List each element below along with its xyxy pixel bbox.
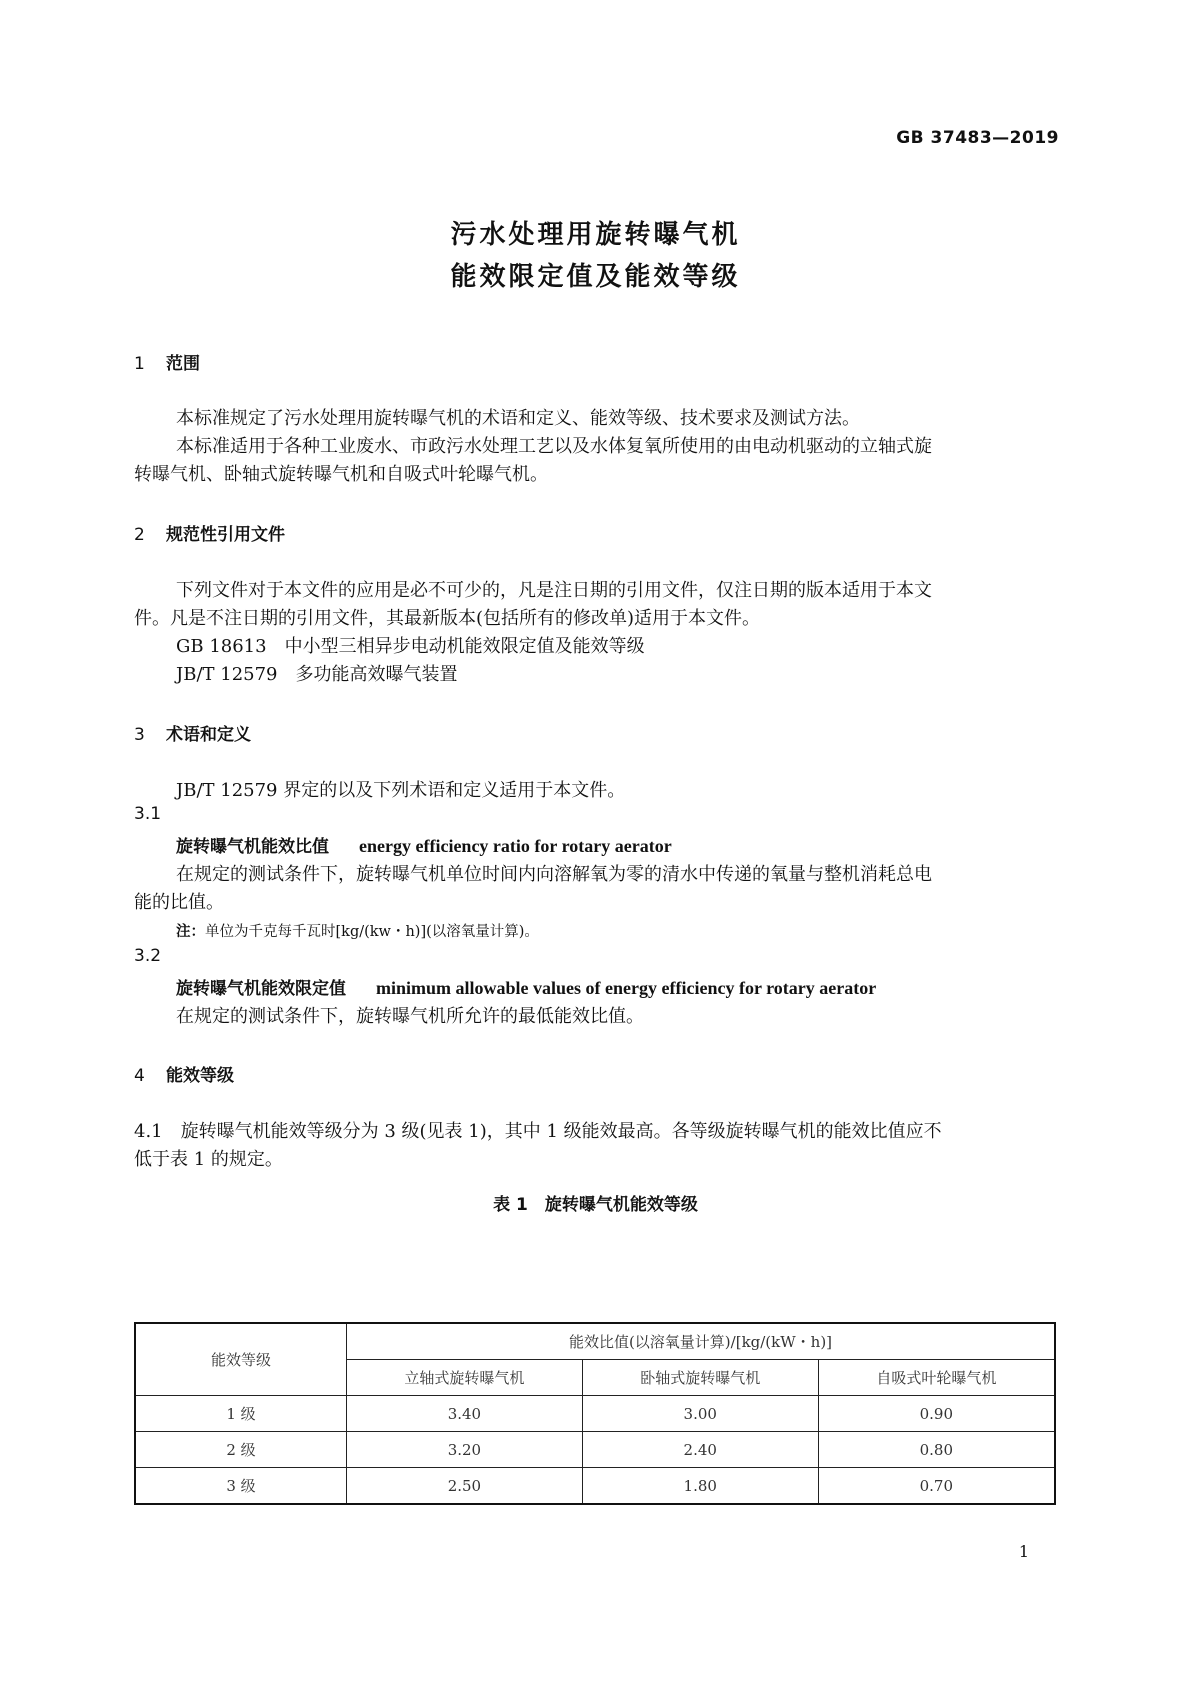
value-cell: 0.80 (818, 1432, 1055, 1468)
section-heading-2 (134, 520, 285, 545)
value-cell: 3.20 (347, 1432, 583, 1468)
grade-cell: 2 级 (135, 1432, 347, 1468)
document-title-line2: 能效限定值及能效等级 (450, 262, 741, 292)
table-row (135, 1432, 1055, 1468)
clause-4-1: 4.1 旋转曝气机能效等级分为 3 级(见表 1)，其中 1 级能效最高。各等级旋转曝气机的能效比值应不 (134, 1121, 942, 1142)
value-cell: 0.70 (818, 1468, 1055, 1505)
table-caption: 表 1 旋转曝气机能效等级 (493, 1195, 698, 1215)
value-cell: 0.90 (818, 1396, 1055, 1432)
note (176, 920, 539, 941)
section-title: 规范性引用文件 (166, 525, 285, 545)
header-col-cell: 立轴式旋转曝气机 (347, 1360, 583, 1396)
page-number: 1 (1018, 1542, 1029, 1561)
value-cell: 2.40 (582, 1432, 818, 1468)
section-heading-3 (134, 720, 251, 745)
value-cell: 2.50 (347, 1468, 583, 1505)
table-row (135, 1396, 1055, 1432)
term-zh: 旋转曝气机能效限定值 (176, 979, 346, 999)
document-title-line1: 污水处理用旋转曝气机 (450, 220, 741, 250)
value-cell: 1.80 (582, 1468, 818, 1505)
paragraph: 下列文件对于本文件的应用是必不可少的，凡是注日期的引用文件，仅注日期的版本适用于本文 (176, 580, 932, 601)
section-number: 2 (134, 525, 145, 545)
term-definition: 在规定的测试条件下，旋转曝气机所允许的最低能效比值。 (176, 1006, 644, 1027)
term-zh: 旋转曝气机能效比值 (176, 837, 329, 857)
section-number: 1 (134, 354, 145, 374)
section-heading-4 (134, 1061, 234, 1086)
grade-cell: 3 级 (135, 1468, 347, 1505)
note-label: 注： (176, 924, 205, 940)
section-title: 术语和定义 (166, 725, 251, 745)
paragraph: 本标准规定了污水处理用旋转曝气机的术语和定义、能效等级、技术要求及测试方法。 (176, 408, 860, 429)
value-cell: 3.40 (347, 1396, 583, 1432)
paragraph: 本标准适用于各种工业废水、市政污水处理工艺以及水体复氧所使用的由电动机驱动的立轴式旋 (176, 436, 932, 457)
paragraph-continuation: 低于表 1 的规定。 (134, 1149, 283, 1170)
normative-reference: GB 18613 中小型三相异步电动机能效限定值及能效等级 (176, 636, 645, 657)
term-number: 3.2 (134, 946, 162, 966)
section-heading-1 (134, 349, 200, 374)
paragraph-continuation: 转曝气机、卧轴式旋转曝气机和自吸式叶轮曝气机。 (134, 464, 548, 485)
note-text: 单位为千克每千瓦时[kg/(kw・h)](以溶氧量计算)。 (205, 924, 539, 940)
paragraph-continuation: 件。凡是不注日期的引用文件，其最新版本(包括所有的修改单)适用于本文件。 (134, 608, 761, 629)
term-entry (176, 974, 876, 999)
term-en: minimum allowable values of energy efficiency for rotary aerator (376, 978, 877, 998)
section-title: 范围 (166, 354, 200, 374)
table-row (135, 1468, 1055, 1505)
normative-reference: JB/T 12579 多功能高效曝气装置 (176, 664, 458, 685)
term-number: 3.1 (134, 804, 162, 824)
standard-number: GB 37483—2019 (896, 128, 1059, 148)
table-header-row (135, 1323, 1055, 1360)
term-definition-continuation: 能的比值。 (134, 892, 224, 913)
header-grade-cell: 能效等级 (135, 1323, 347, 1396)
section-title: 能效等级 (166, 1066, 234, 1086)
term-entry (176, 832, 672, 857)
header-col-cell: 自吸式叶轮曝气机 (818, 1360, 1055, 1396)
term-definition: 在规定的测试条件下，旋转曝气机单位时间内向溶解氧为零的清水中传递的氧量与整机消耗总电 (176, 864, 932, 885)
header-group-cell: 能效比值(以溶氧量计算)/[kg/(kW・h)] (347, 1323, 1056, 1360)
section-number: 3 (134, 725, 145, 745)
paragraph: JB/T 12579 界定的以及下列术语和定义适用于本文件。 (176, 780, 626, 801)
term-en: energy efficiency ratio for rotary aerator (359, 836, 672, 856)
section-number: 4 (134, 1066, 145, 1086)
grade-cell: 1 级 (135, 1396, 347, 1432)
energy-efficiency-grade-table (134, 1322, 1056, 1505)
value-cell: 3.00 (582, 1396, 818, 1432)
header-col-cell: 卧轴式旋转曝气机 (582, 1360, 818, 1396)
